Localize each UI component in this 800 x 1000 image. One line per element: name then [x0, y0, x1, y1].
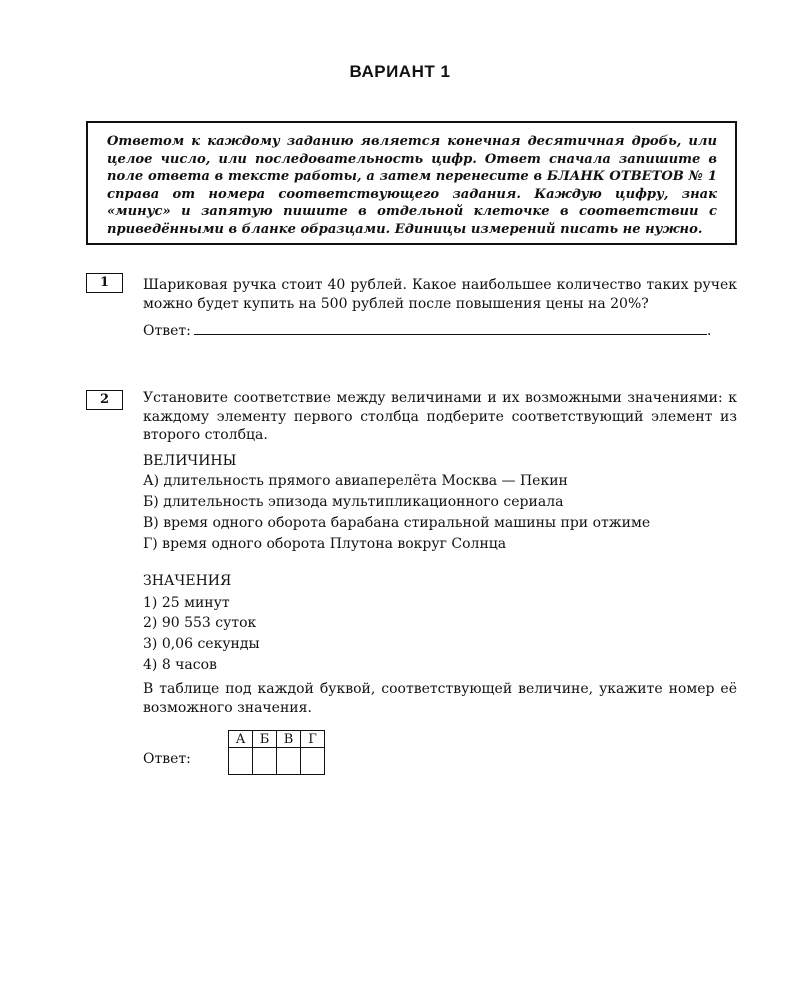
values-heading: ЗНАЧЕНИЯ: [143, 573, 232, 589]
answer-table: [228, 730, 325, 775]
answer-cell-b[interactable]: [253, 748, 277, 775]
task-2-answer-label: Ответ:: [143, 751, 191, 767]
quantity-item: А) длительность прямого авиаперелёта Москва — Пекин: [143, 473, 568, 489]
answer-cell-v[interactable]: [277, 748, 301, 775]
task-2-text: Установите соответствие между величинами и их возможными значениями: к каждому элементу первого столбца подберите соответствующий элемент из второго столбца.: [143, 390, 737, 443]
table-instruction: В таблице под каждой буквой, соответствующей величине, укажите номер её возможного значения.: [143, 681, 737, 716]
task-1-answer-row: [143, 322, 711, 340]
table-header-b: Б: [253, 731, 277, 748]
answer-cell-a[interactable]: [229, 748, 253, 775]
value-item: 4) 8 часов: [143, 657, 217, 673]
instructions-text: Ответом к каждому заданию является конечная десятичная дробь, или целое число, или последовательность цифр. Ответ сначала запишите в поле ответа в тексте работы, а затем перенесите в БЛАНК ОТВЕТОВ № 1 справа от номера соответствующего задания. Каждую цифру, знак «минус» и запятую пишите в отдельной клеточке в соответствии с приведёнными в бланке образцами. Единицы измерений писать не нужно.: [107, 134, 717, 237]
quantity-item: Б) длительность эпизода мультипликационного сериала: [143, 494, 564, 510]
quantities-heading: ВЕЛИЧИНЫ: [143, 453, 237, 469]
table-header-v: В: [277, 731, 301, 748]
quantity-item: Г) время одного оборота Плутона вокруг Солнца: [143, 536, 507, 552]
answer-cell-g[interactable]: [301, 748, 325, 775]
task-1-answer-end: .: [706, 323, 712, 339]
page-title: ВАРИАНТ 1: [349, 62, 451, 81]
value-item: 1) 25 минут: [143, 595, 230, 611]
task-1-text: Шариковая ручка стоит 40 рублей. Какое наибольшее количество таких ручек можно будет купить на 500 рублей после повышения цены на 20%?: [143, 277, 737, 312]
table-header-a: А: [229, 731, 253, 748]
task-1-answer-field[interactable]: [194, 322, 707, 335]
task-2-number: 2: [86, 390, 123, 410]
value-item: 2) 90 553 суток: [143, 615, 257, 631]
instructions-box: [86, 121, 737, 245]
task-1-number: 1: [86, 273, 123, 293]
task-1-answer-label: Ответ:: [143, 323, 191, 339]
quantity-item: В) время одного оборота барабана стиральной машины при отжиме: [143, 515, 651, 531]
table-header-g: Г: [301, 731, 325, 748]
value-item: 3) 0,06 секунды: [143, 636, 260, 652]
